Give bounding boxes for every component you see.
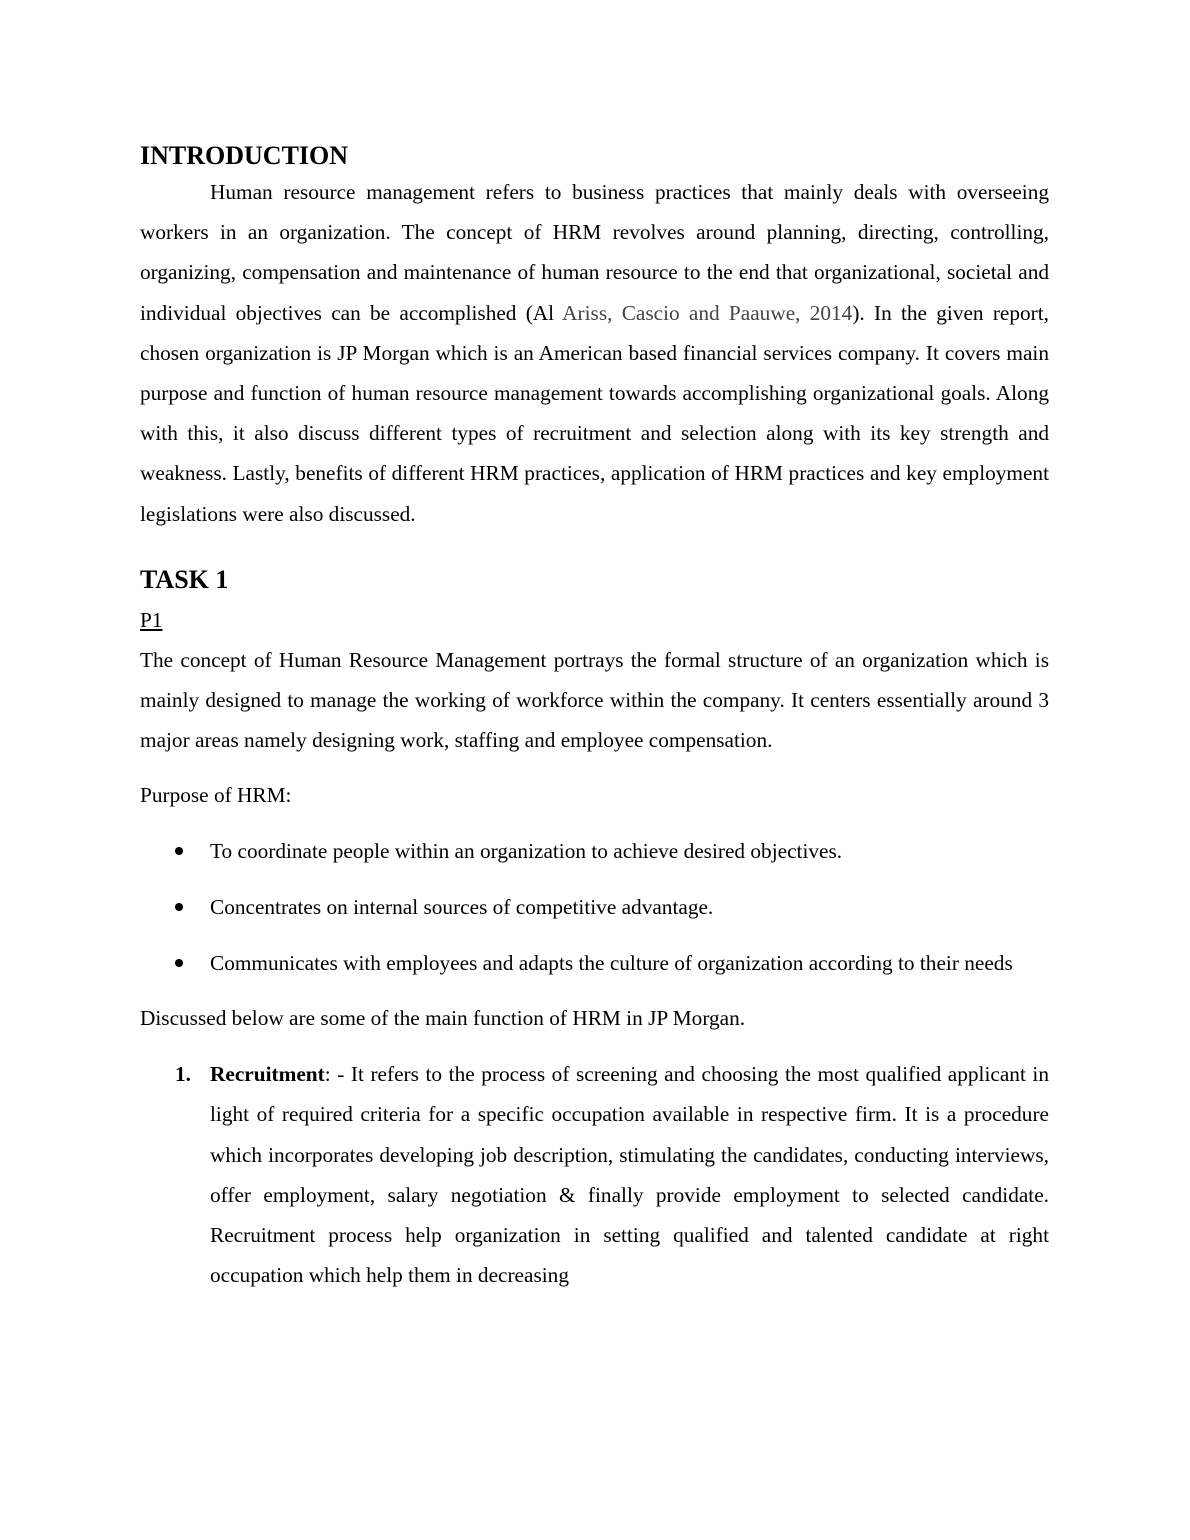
introduction-paragraph (140, 172, 1049, 534)
list-item (140, 943, 1049, 983)
purpose-label: Purpose of HRM: (140, 783, 292, 808)
intro-text-start: Human resource management refers to business practices that mainly deals with overseeing workers in an organization. The concept of HRM revolves around planning, directing, controlling, organizing, compensation and maintenance of human resource to the end that organizational, societal and individual objectives can be accomplished (Al (140, 180, 1049, 325)
introduction-heading: INTRODUCTION (140, 141, 349, 170)
bullet-icon (175, 959, 183, 967)
p1-subheading: P1 (140, 607, 163, 632)
purpose-item-text: To coordinate people within an organization to achieve desired objectives. (210, 839, 843, 864)
purpose-item-text: Communicates with employees and adapts the culture of organization according to their needs (210, 951, 1013, 976)
functions-list (140, 1054, 1049, 1295)
bullet-icon (175, 903, 183, 911)
task1-heading: TASK 1 (140, 564, 229, 594)
purpose-list (140, 831, 1049, 983)
intro-text-end: ). In the given report, chosen organization is JP Morgan which is an American based financial services company. It covers main purpose and function of human resource management towards accomplishing organizational goals. Along with this, it also discuss different types of recruitment and selection along with its key strength and weakness. Lastly, benefits of different HRM practices, application of HRM practices and key employment legislations were also discussed. (140, 300, 1049, 526)
purpose-item-text: Concentrates on internal sources of competitive advantage. (210, 895, 714, 920)
list-item (140, 1054, 1049, 1295)
intro-citation: Ariss, Cascio and Paauwe, 2014 (562, 300, 853, 325)
functions-intro: Discussed below are some of the main function of HRM in JP Morgan. (140, 1006, 746, 1031)
bullet-icon (175, 847, 183, 855)
document-page (140, 140, 1049, 1295)
function-term: Recruitment (210, 1062, 325, 1087)
list-item (140, 831, 1049, 871)
hrm-concept-paragraph: The concept of Human Resource Management portrays the formal structure of an organization which is mainly designed to manage the working of workforce within the company. It centers essentially around 3 major areas namely designing work, staffing and employee compensation. (140, 647, 1049, 753)
function-text: : - It refers to the process of screening and choosing the most qualified applicant in light of required criteria for a specific occupation available in respective firm. It is a procedure which incorporates developing job description, stimulating the candidates, conducting interviews, offer employment, salary negotiation & finally provide employment to selected candidate. Recruitment process help organization in setting qualified and talented candidate at right occupation which help them in decreasing (210, 1062, 1049, 1288)
list-item (140, 887, 1049, 927)
function-number: 1. (175, 1062, 191, 1087)
